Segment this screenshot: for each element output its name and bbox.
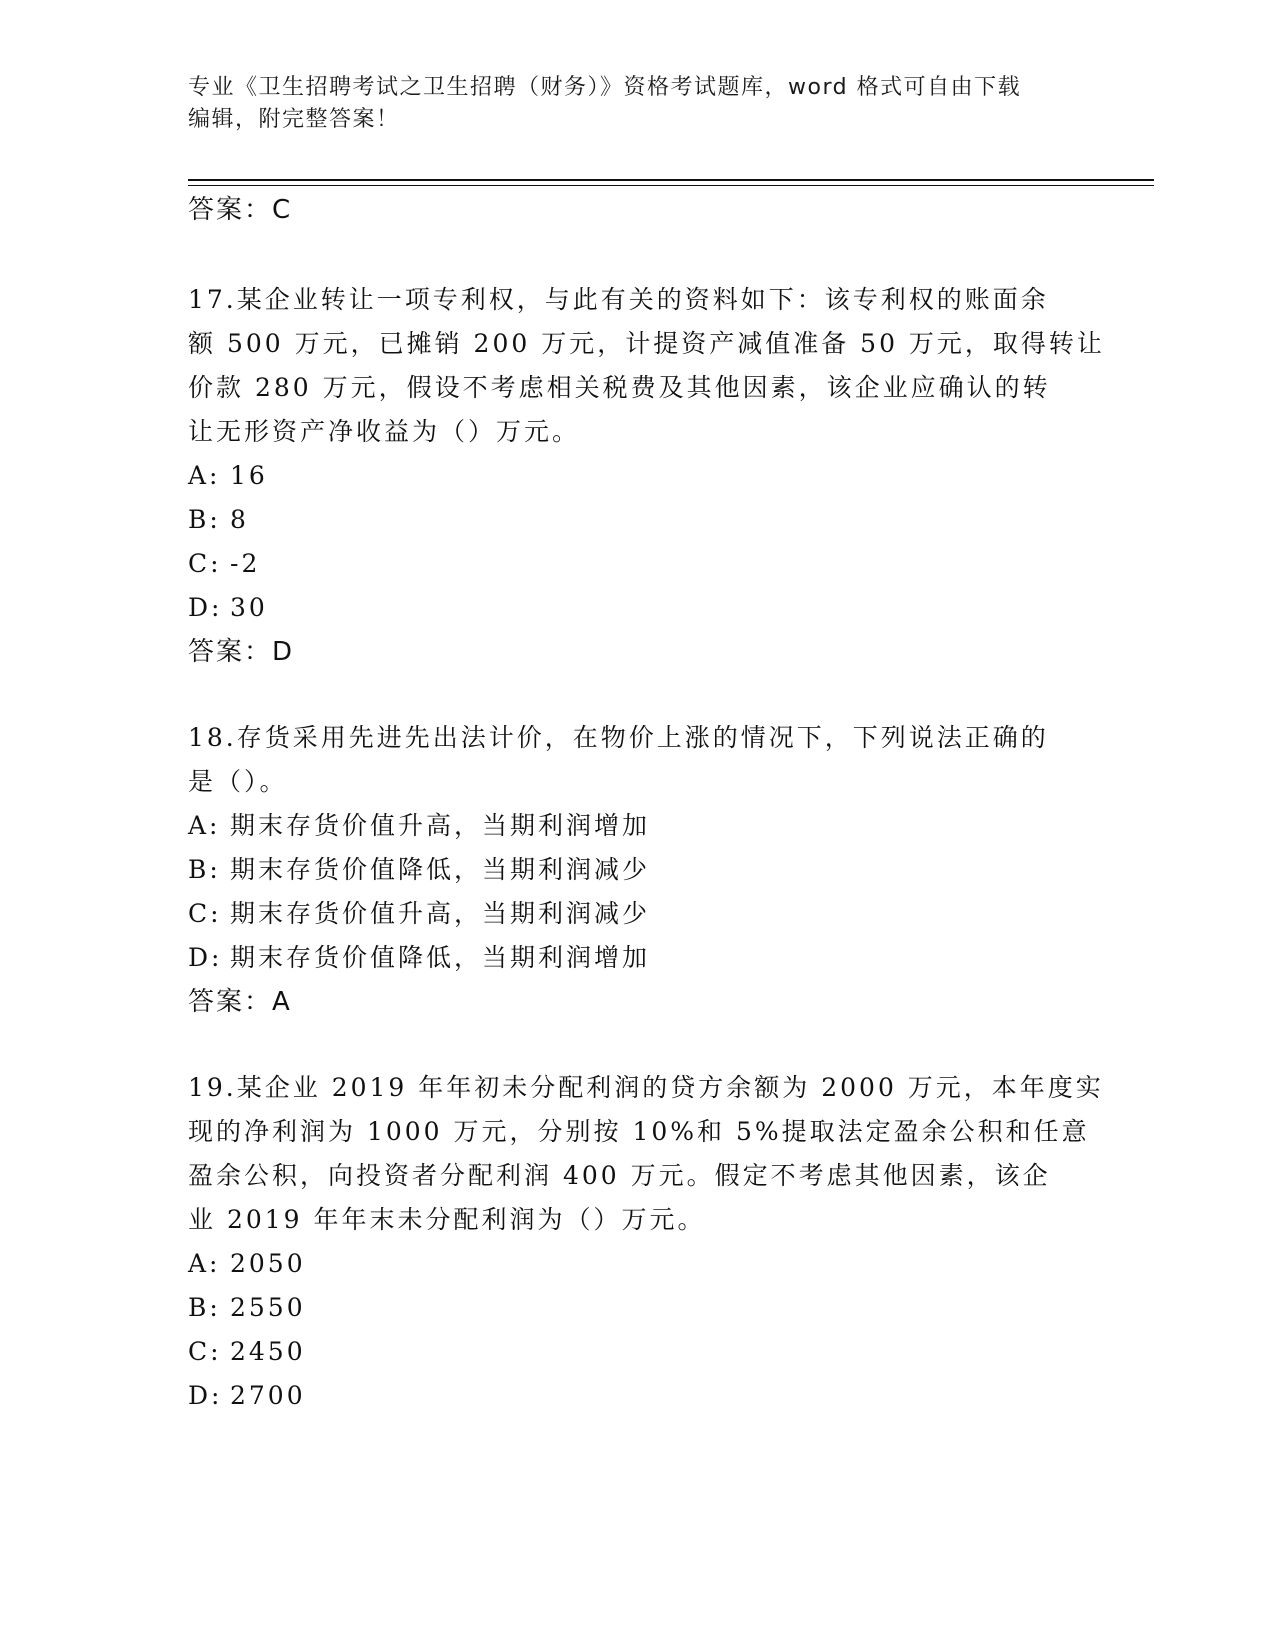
- q18-option-c: [188, 892, 1088, 936]
- q18-option-d: [188, 936, 1088, 980]
- option-key: B:: [188, 505, 221, 534]
- option-key: A:: [188, 461, 221, 490]
- option-text: 期末存货价值升高，当期利润增加: [230, 811, 651, 840]
- q17-option-b: [188, 498, 1088, 542]
- option-text: 期末存货价值升高，当期利润减少: [230, 899, 651, 928]
- q17-answer: 答案：D: [188, 637, 295, 667]
- q18-option-a: [188, 804, 1088, 848]
- answer-previous: 答案：C: [188, 195, 293, 225]
- q19-text-line-1: 19.某企业 2019 年年初未分配利润的贷方余额为 2000 万元，本年度实: [188, 1073, 1104, 1102]
- option-text: -2: [230, 549, 261, 578]
- q17-text-line-2: 额 500 万元，已摊销 200 万元，计提资产减值准备 50 万元，取得转让: [188, 329, 1105, 358]
- option-key: C:: [188, 1337, 222, 1366]
- option-text: 期末存货价值降低，当期利润增加: [230, 943, 651, 972]
- option-key: D:: [188, 1381, 223, 1410]
- q19-option-d: [188, 1374, 1088, 1418]
- option-text: 16: [230, 461, 268, 490]
- option-key: A:: [188, 811, 221, 840]
- header-line-1: 专业《卫生招聘考试之卫生招聘（财务）》资格考试题库，word 格式可自由下载: [188, 75, 1022, 100]
- option-key: D:: [188, 943, 223, 972]
- q17-option-d: [188, 586, 1088, 630]
- option-text: 2450: [230, 1337, 306, 1366]
- header-rule-thin: [188, 185, 1154, 186]
- q17-text-line-1: 17.某企业转让一项专利权，与此有关的资料如下：该专利权的账面余: [188, 285, 1049, 314]
- header-line-2: 编辑，附完整答案！: [188, 107, 400, 132]
- q17-text-line-4: 让无形资产净收益为（）万元。: [188, 417, 581, 446]
- option-text: 30: [230, 593, 268, 622]
- q19-text-line-4: 业 2019 年年末未分配利润为（）万元。: [188, 1205, 706, 1234]
- option-key: B:: [188, 1293, 221, 1322]
- option-text: 8: [230, 505, 249, 534]
- q19-option-a: [188, 1242, 1088, 1286]
- q17-text-line-3: 价款 280 万元，假设不考虑相关税费及其他因素，该企业应确认的转: [188, 373, 1051, 402]
- option-key: B:: [188, 855, 221, 884]
- option-text: 2050: [230, 1249, 306, 1278]
- q19-text-line-3: 盈余公积，向投资者分配利润 400 万元。假定不考虑其他因素，该企: [188, 1161, 1051, 1190]
- option-key: C:: [188, 549, 222, 578]
- q18-text-line-2: 是（）。: [188, 767, 288, 796]
- header-rule-thick: [188, 179, 1154, 181]
- q19-text-line-2: 现的净利润为 1000 万元，分别按 10%和 5%提取法定盈余公积和任意: [188, 1117, 1090, 1146]
- option-key: A:: [188, 1249, 221, 1278]
- q18-text-line-1: 18.存货采用先进先出法计价，在物价上涨的情况下，下列说法正确的: [188, 723, 1049, 752]
- option-text: 2700: [230, 1381, 306, 1410]
- q19-option-c: [188, 1330, 1088, 1374]
- page-header: [188, 72, 1068, 136]
- option-text: 2550: [230, 1293, 306, 1322]
- q17-option-a: [188, 454, 1088, 498]
- q19-option-b: [188, 1286, 1088, 1330]
- q17-option-c: [188, 542, 1088, 586]
- option-text: 期末存货价值降低，当期利润减少: [230, 855, 651, 884]
- q18-option-b: [188, 848, 1088, 892]
- option-key: D:: [188, 593, 223, 622]
- q18-answer: 答案：A: [188, 987, 292, 1017]
- option-key: C:: [188, 899, 222, 928]
